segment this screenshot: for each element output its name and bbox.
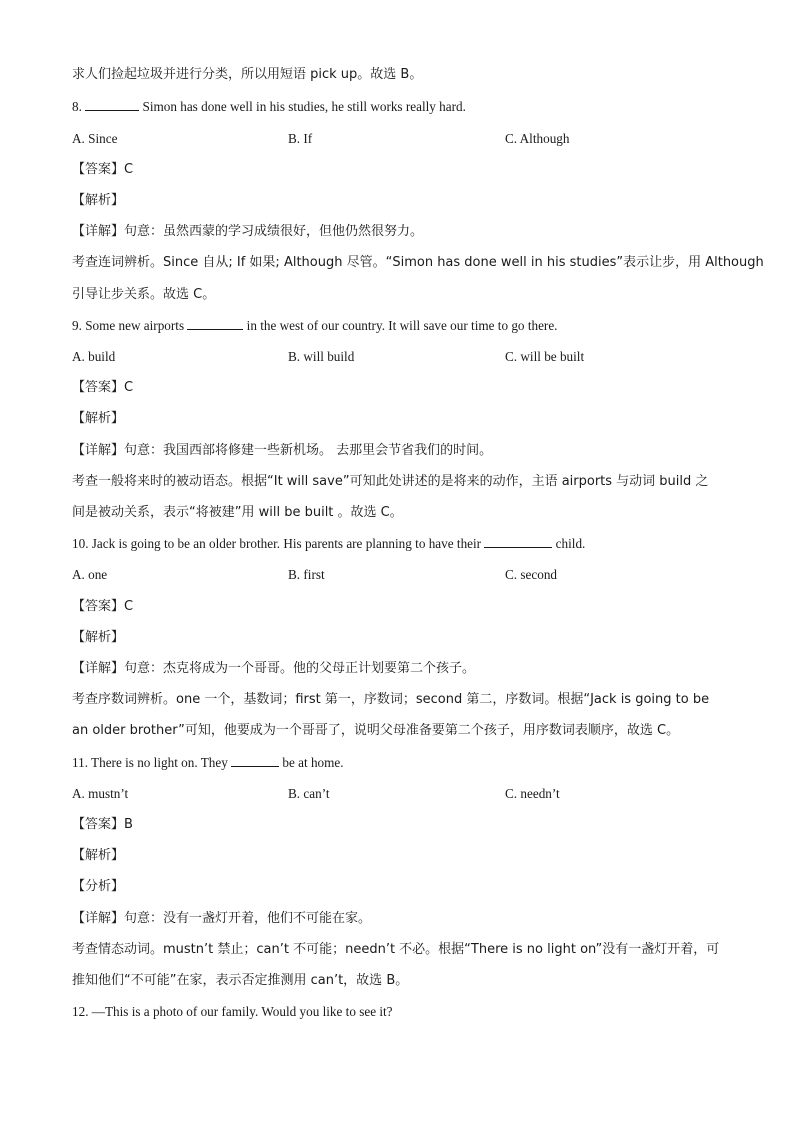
text-line: 求人们捡起垃圾并进行分类，所以用短语 pick up。故选 B。 (72, 67, 423, 82)
question-text: Simon has done well in his studies, he still works really hard. (142, 99, 466, 114)
detail-line: 【详解】句意：虽然西蒙的学习成绩很好，但他仍然很努力。 (72, 224, 424, 239)
option-c: C. will be built (505, 349, 585, 364)
question-8 (72, 98, 724, 116)
option-a: A. Since (72, 131, 118, 146)
question-text: be at home. (282, 755, 344, 770)
option-c: C. needn’t (505, 786, 560, 801)
option-a: A. one (72, 567, 108, 582)
question-9 (72, 317, 724, 335)
explanation-line: 考查一般将来时的被动语态。根据“It will save”可知此处讲述的是将来的动作，主语 airports 与动词 build 之 (72, 474, 709, 489)
question-number: 8. (72, 99, 82, 114)
explanation-line: 推知他们“不可能”在家，表示否定推测用 can’t，故选 B。 (72, 973, 409, 988)
explanation-line: an older brother”可知，他要成为一个哥哥了，说明父母准备要第二个孩子，用序数词表顺序，故选 C。 (72, 723, 680, 738)
explanation-line: 考查连词辨析。Since 自从; If 如果; Although 尽管。“Simon has done well in his studies”表示让步，用 Although (72, 255, 764, 270)
analysis-label: 【解析】 (72, 630, 125, 645)
analysis-label: 【解析】 (72, 848, 125, 863)
answer-label: 【答案】C (72, 380, 134, 395)
option-b: B. first (288, 567, 325, 582)
option-a: A. mustn’t (72, 786, 129, 801)
option-c: C. Although (505, 131, 570, 146)
option-c: C. second (505, 567, 558, 582)
answer-label: 【答案】C (72, 599, 134, 614)
explanation-line: 考查情态动词。mustn’t 禁止；can’t 不可能；needn’t 不必。根据“There is no light on”没有一盏灯开着，可 (72, 942, 720, 957)
question-text: 10. Jack is going to be an older brother. His parents are planning to have their (72, 536, 482, 551)
question-11 (72, 754, 724, 772)
option-b: B. will build (288, 349, 355, 364)
answer-blank (187, 317, 243, 330)
answer-blank (85, 98, 139, 111)
question-text: 9. Some new airports (72, 318, 185, 333)
explanation-line: 考查序数词辨析。one 一个，基数词；first 第一，序数词；second 第二，序数词。根据“Jack is going to be (72, 692, 710, 707)
analysis-label: 【分析】 (72, 879, 125, 894)
answer-blank (231, 754, 279, 767)
detail-line: 【详解】句意：没有一盏灯开着，他们不可能在家。 (72, 911, 372, 926)
question-text: 11. There is no light on. They (72, 755, 228, 770)
option-b: B. If (288, 131, 313, 146)
question-text: child. (555, 536, 586, 551)
answer-label: 【答案】C (72, 162, 134, 177)
analysis-label: 【解析】 (72, 193, 125, 208)
detail-line: 【详解】句意：我国西部将修建一些新机场。 去那里会节省我们的时间。 (72, 443, 493, 458)
question-text: in the west of our country. It will save our time to go there. (246, 318, 558, 333)
option-a: A. build (72, 349, 116, 364)
analysis-label: 【解析】 (72, 411, 125, 426)
explanation-line: 间是被动关系，表示“将被建”用 will be built 。故选 C。 (72, 505, 403, 520)
answer-label: 【答案】B (72, 817, 133, 832)
explanation-line: 引导让步关系。故选 C。 (72, 287, 216, 302)
question-12: 12. —This is a photo of our family. Would you like to see it? (72, 1004, 393, 1019)
answer-blank (484, 535, 552, 548)
detail-line: 【详解】句意：杰克将成为一个哥哥。他的父母正计划要第二个孩子。 (72, 661, 476, 676)
option-b: B. can’t (288, 786, 330, 801)
question-10 (72, 535, 724, 553)
